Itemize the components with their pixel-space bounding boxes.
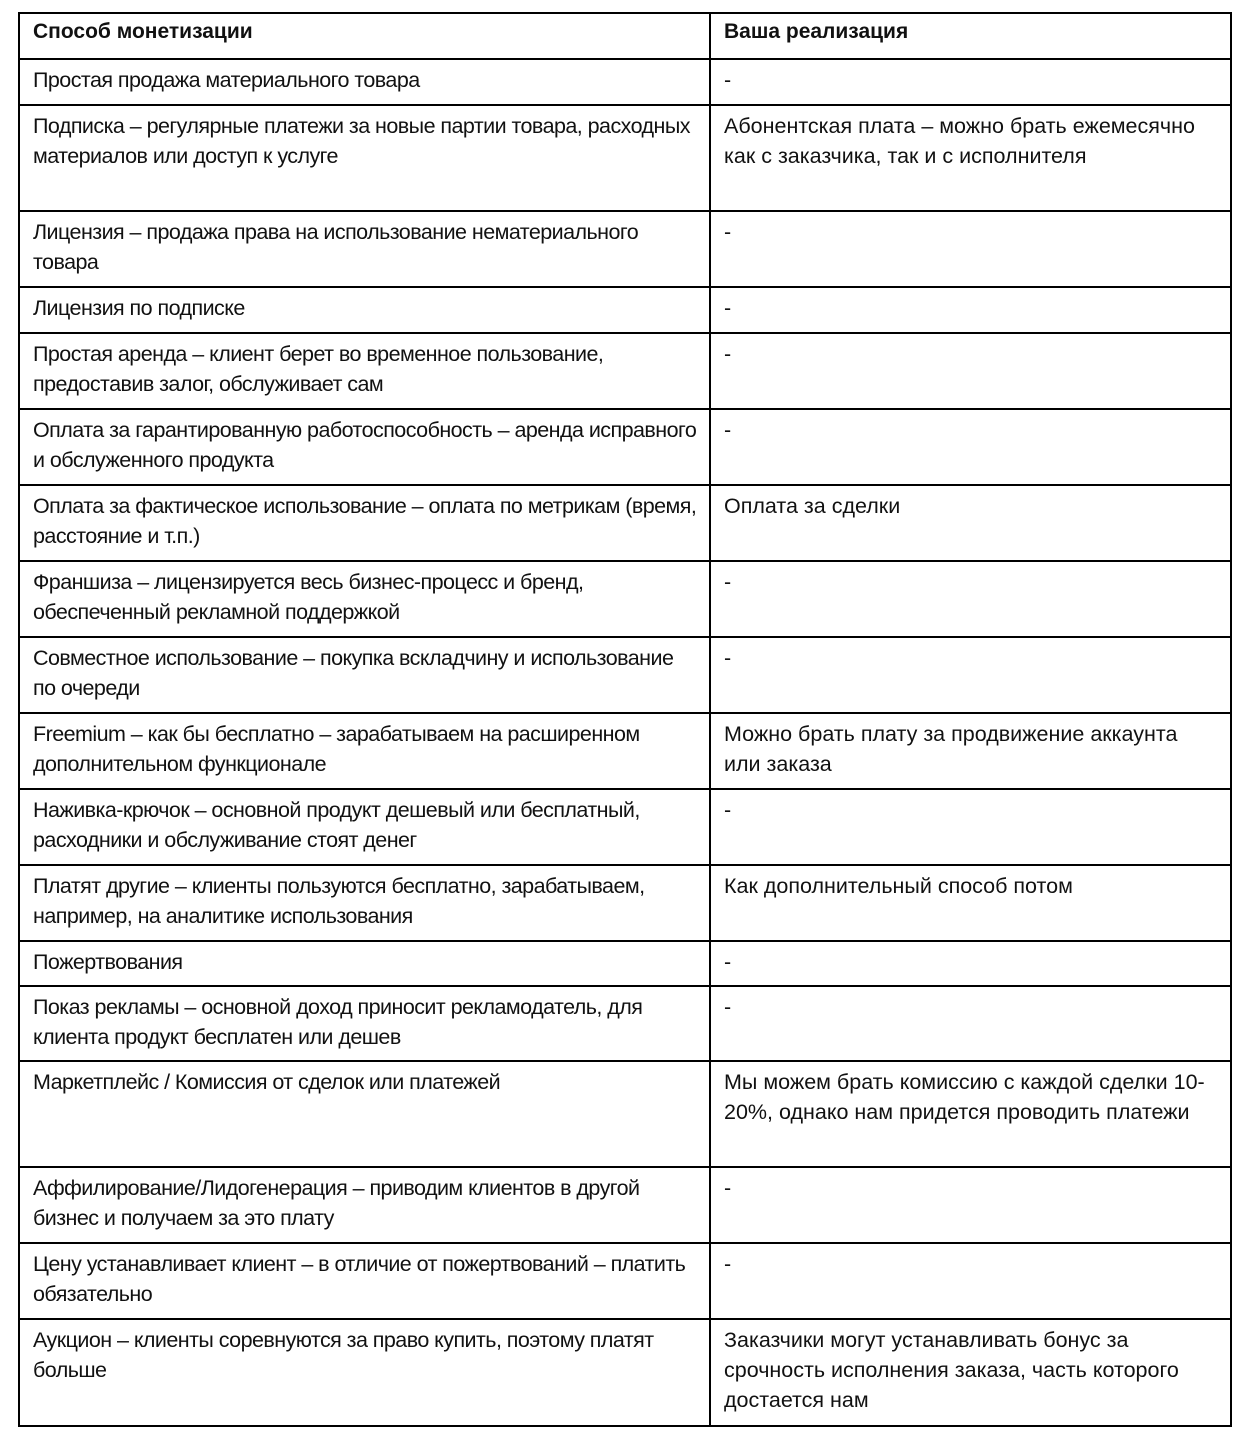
table-row [19,789,1231,865]
cell-implementation: - [710,59,1231,105]
table-row [19,59,1231,105]
cell-method: Аукцион – клиенты соревнуются за право купить, поэтому платят больше [19,1319,710,1426]
cell-implementation: Как дополнительный способ потом [710,865,1231,941]
cell-method: Простая аренда – клиент берет во временное пользование, предоставив залог, обслуживает сам [19,333,710,409]
cell-method: Лицензия по подписке [19,287,710,333]
cell-method: Пожертвования [19,941,710,986]
cell-method: Подписка – регулярные платежи за новые партии товара, расходных материалов или доступ к услуге [19,105,710,211]
cell-method: Платят другие – клиенты пользуются бесплатно, зарабатываем, например, на аналитике использования [19,865,710,941]
cell-implementation: - [710,409,1231,485]
cell-method: Наживка-крючок – основной продукт дешевый или бесплатный, расходники и обслуживание стоят денег [19,789,710,865]
cell-implementation: Оплата за сделки [710,485,1231,561]
table-row [19,211,1231,287]
header-method: Способ монетизации [19,13,710,59]
cell-method: Цену устанавливает клиент – в отличие от пожертвований – платить обязательно [19,1243,710,1319]
table-row [19,941,1231,986]
cell-implementation: Мы можем брать комиссию с каждой сделки 10-20%, однако нам придется проводить платежи [710,1061,1231,1167]
cell-implementation: - [710,1167,1231,1243]
cell-method: Оплата за гарантированную работоспособность – аренда исправного и обслуженного продукта [19,409,710,485]
cell-method: Freemium – как бы бесплатно – зарабатываем на расширенном дополнительном функционале [19,713,710,789]
table-row [19,409,1231,485]
header-row [19,13,1231,59]
table-row [19,713,1231,789]
table-row [19,1243,1231,1319]
header-implementation: Ваша реализация [710,13,1231,59]
cell-implementation: - [710,333,1231,409]
cell-implementation: Заказчики могут устанавливать бонус за срочность исполнения заказа, часть которого достается нам [710,1319,1231,1426]
table-body [19,59,1231,1426]
table-row [19,287,1231,333]
table-row [19,561,1231,637]
cell-method: Показ рекламы – основной доход приносит рекламодатель, для клиента продукт бесплатен или дешев [19,986,710,1061]
table-row [19,865,1231,941]
table-row [19,333,1231,409]
cell-method: Франшиза – лицензируется весь бизнес-процесс и бренд, обеспеченный рекламной поддержкой [19,561,710,637]
cell-implementation: - [710,941,1231,986]
cell-implementation: - [710,986,1231,1061]
cell-method: Аффилирование/Лидогенерация – приводим клиентов в другой бизнес и получаем за это плату [19,1167,710,1243]
cell-implementation: - [710,287,1231,333]
table-row [19,986,1231,1061]
monetization-table [18,12,1232,1427]
cell-method: Оплата за фактическое использование – оплата по метрикам (время, расстояние и т.п.) [19,485,710,561]
cell-implementation: - [710,211,1231,287]
table-row [19,1061,1231,1167]
table-row [19,485,1231,561]
cell-implementation: Абонентская плата – можно брать ежемесячно как с заказчика, так и с исполнителя [710,105,1231,211]
table-row [19,1167,1231,1243]
cell-method: Простая продажа материального товара [19,59,710,105]
cell-implementation: - [710,637,1231,713]
cell-implementation: Можно брать плату за продвижение аккаунта или заказа [710,713,1231,789]
table-row [19,637,1231,713]
cell-implementation: - [710,789,1231,865]
cell-implementation: - [710,1243,1231,1319]
table-row [19,1319,1231,1426]
table-row [19,105,1231,211]
cell-method: Совместное использование – покупка вскладчину и использование по очереди [19,637,710,713]
cell-method: Лицензия – продажа права на использование нематериального товара [19,211,710,287]
cell-implementation: - [710,561,1231,637]
cell-method: Маркетплейс / Комиссия от сделок или платежей [19,1061,710,1167]
